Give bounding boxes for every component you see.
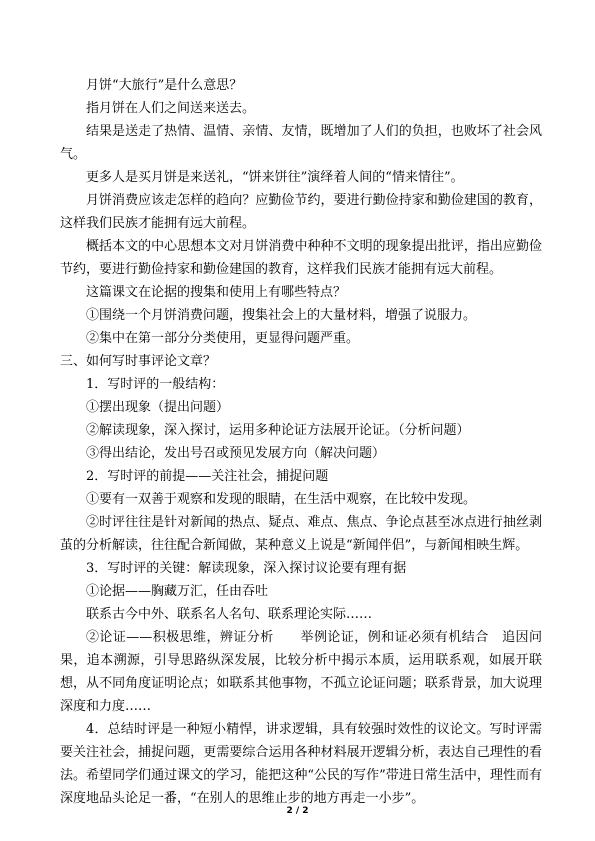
paragraph: 概括本文的中心思想本文对月饼消费中种种不文明的现象提出批评，指出应勤俭节约，要进行勤俭持家和勤俭建国的教育，这样我们民族才能拥有远大前程。 <box>60 239 542 277</box>
paragraph: ②论证——积极思维，辨证分析 举例论证，例和证必须有机结合 追因问果，追本溯源，引导思路纵深发展，比较分析中揭示本质，运用联系观，如展开联想，从不同角度证明论点；如联系其他事物，不孤立论证问题；联系背景，加大说理深度和力度…… <box>60 630 542 714</box>
page-number: 2 / 2 <box>286 806 309 816</box>
paragraph: 联系古今中外、联系名人名句、联系理论实际…… <box>86 607 373 622</box>
paragraph: ③得出结论，发出号召或预见发展方向（解决问题） <box>86 446 386 461</box>
paragraph: ②解读现象，深入探讨，运用多种论证方法展开论证。（分析问题） <box>86 423 470 438</box>
paragraph: ①围绕一个月饼消费问题，搜集社会上的大量材料，增强了说服力。 <box>86 308 477 323</box>
paragraph: ①摆出现象（提出问题） <box>86 400 230 415</box>
paragraph: 这篇课文在论据的搜集和使用上有哪些特点？ <box>86 285 347 300</box>
paragraph: 结果是送走了热情、温情、亲情、友情，既增加了人们的负担，也败坏了社会风气。 <box>60 124 542 162</box>
paragraph: 指月饼在人们之间送来送去。 <box>86 101 256 116</box>
paragraph: 3．写时评的关键：解读现象，深入探讨议论要有理有据 <box>86 561 407 576</box>
paragraph: 2．写时评的前提——关注社会，捕捉问题 <box>86 469 329 484</box>
paragraph: ②时评往往是针对新闻的热点、疑点、难点、焦点、争论点甚至冰点进行抽丝剥茧的分析解读，往往配合新闻做，某种意义上说是“新闻伴侣”，与新闻相映生辉。 <box>60 515 542 553</box>
section-heading: 三、如何写时事评论文章？ <box>60 354 217 369</box>
document-body <box>60 74 542 810</box>
paragraph: 月饼“大旅行”是什么意思？ <box>86 78 243 93</box>
paragraph: ①论据——胸藏万汇，任由吞吐 <box>86 584 269 599</box>
paragraph: 更多人是买月饼是来送礼，“饼来饼往”演绎着人间的“情来情往”。 <box>86 170 464 185</box>
paragraph: 4．总结时评是一种短小精悍，讲求逻辑，具有较强时效性的议论文。写时评需要关注社会，捕捉问题，更需要综合运用各种材料展开逻辑分析，表达自己理性的看法。希望同学们通过课文的学习，能把这种“公民的写作”带进日常生活中，理性而有深度地品头论足一番，“在别人的思维止步的地方再走一小步”。 <box>60 722 542 806</box>
paragraph: ①要有一双善于观察和发现的眼睛，在生活中观察，在比较中发现。 <box>86 492 477 507</box>
paragraph: 月饼消费应该走怎样的趋向？应勤俭节约，要进行勤俭持家和勤俭建国的教育，这样我们民族才能拥有远大前程。 <box>60 193 542 231</box>
paragraph: ②集中在第一部分分类使用，更显得问题严重。 <box>86 331 360 346</box>
paragraph: 1．写时评的一般结构： <box>86 377 225 392</box>
